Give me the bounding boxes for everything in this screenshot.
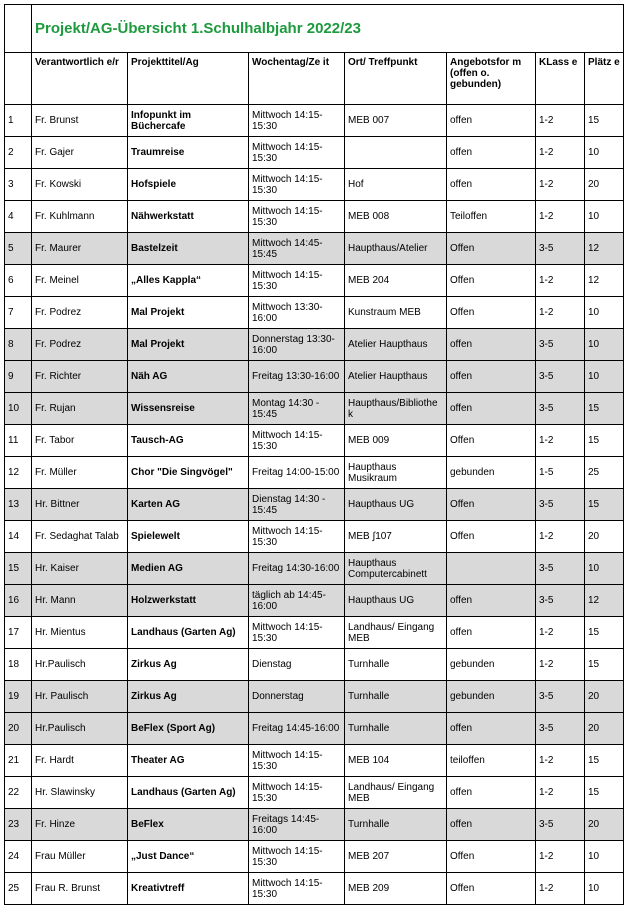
table-row — [5, 713, 624, 745]
day-cell: Mittwoch 14:15-15:30 — [249, 137, 345, 169]
table-row — [5, 297, 624, 329]
project-cell: Mal Projekt — [128, 297, 249, 329]
place-cell: Turnhalle — [345, 649, 447, 681]
header-seats: Plätz e — [585, 53, 624, 105]
header-teacher: Verantwortlich e/r — [32, 53, 128, 105]
seats-cell: 10 — [585, 841, 624, 873]
title-row — [5, 5, 624, 53]
table-row — [5, 681, 624, 713]
place-cell: Turnhalle — [345, 681, 447, 713]
day-cell: Donnerstag — [249, 681, 345, 713]
grade-cell: 1-2 — [536, 873, 585, 905]
seats-cell: 15 — [585, 745, 624, 777]
teacher-cell: Fr. Richter — [32, 361, 128, 393]
grade-cell: 1-2 — [536, 617, 585, 649]
row-number: 11 — [5, 425, 32, 457]
table-row — [5, 841, 624, 873]
row-number: 17 — [5, 617, 32, 649]
project-cell: Tausch-AG — [128, 425, 249, 457]
type-cell: offen — [447, 393, 536, 425]
header-project: Projekttitel/Ag — [128, 53, 249, 105]
grade-cell: 1-2 — [536, 137, 585, 169]
teacher-cell: Hr. Slawinsky — [32, 777, 128, 809]
type-cell: Offen — [447, 233, 536, 265]
type-cell: Offen — [447, 425, 536, 457]
row-number: 19 — [5, 681, 32, 713]
table-row — [5, 361, 624, 393]
grade-cell: 1-2 — [536, 841, 585, 873]
seats-cell: 12 — [585, 265, 624, 297]
seats-cell: 12 — [585, 585, 624, 617]
day-cell: Mittwoch 14:15-15:30 — [249, 617, 345, 649]
row-number: 23 — [5, 809, 32, 841]
grade-cell: 1-2 — [536, 649, 585, 681]
teacher-cell: Fr. Kowski — [32, 169, 128, 201]
place-cell: Atelier Haupthaus — [345, 329, 447, 361]
day-cell: Freitag 14:00-15:00 — [249, 457, 345, 489]
table-row — [5, 553, 624, 585]
row-number: 14 — [5, 521, 32, 553]
teacher-cell: Fr. Maurer — [32, 233, 128, 265]
teacher-cell: Fr. Müller — [32, 457, 128, 489]
seats-cell: 15 — [585, 105, 624, 137]
seats-cell: 10 — [585, 361, 624, 393]
type-cell: offen — [447, 809, 536, 841]
table-row — [5, 777, 624, 809]
grade-cell: 1-2 — [536, 169, 585, 201]
project-cell: Medien AG — [128, 553, 249, 585]
type-cell: offen — [447, 617, 536, 649]
project-cell: „Alles Kappla“ — [128, 265, 249, 297]
place-cell: MEB 204 — [345, 265, 447, 297]
table-row — [5, 809, 624, 841]
teacher-cell: Fr. Hardt — [32, 745, 128, 777]
row-number: 2 — [5, 137, 32, 169]
seats-cell: 10 — [585, 329, 624, 361]
row-number: 25 — [5, 873, 32, 905]
project-cell: Spielewelt — [128, 521, 249, 553]
row-number: 4 — [5, 201, 32, 233]
seats-cell: 20 — [585, 681, 624, 713]
place-cell: MEB 009 — [345, 425, 447, 457]
project-cell: Nähwerkstatt — [128, 201, 249, 233]
project-cell: Zirkus Ag — [128, 649, 249, 681]
grade-cell: 3-5 — [536, 713, 585, 745]
grade-cell: 3-5 — [536, 233, 585, 265]
project-cell: Landhaus (Garten Ag) — [128, 617, 249, 649]
project-cell: Theater AG — [128, 745, 249, 777]
teacher-cell: Fr. Kuhlmann — [32, 201, 128, 233]
type-cell: offen — [447, 137, 536, 169]
place-cell: Turnhalle — [345, 713, 447, 745]
teacher-cell: Hr. Paulisch — [32, 681, 128, 713]
place-cell — [345, 137, 447, 169]
table-row — [5, 617, 624, 649]
day-cell: Dienstag — [249, 649, 345, 681]
teacher-cell: Hr.Paulisch — [32, 649, 128, 681]
type-cell: offen — [447, 105, 536, 137]
project-cell: Hofspiele — [128, 169, 249, 201]
type-cell: offen — [447, 777, 536, 809]
day-cell: Mittwoch 14:15-15:30 — [249, 777, 345, 809]
project-cell: Chor "Die Singvögel" — [128, 457, 249, 489]
teacher-cell: Fr. Podrez — [32, 297, 128, 329]
seats-cell: 15 — [585, 393, 624, 425]
grade-cell: 1-2 — [536, 745, 585, 777]
project-cell: Kreativtreff — [128, 873, 249, 905]
teacher-cell: Hr. Mann — [32, 585, 128, 617]
seats-cell: 20 — [585, 809, 624, 841]
seats-cell: 10 — [585, 137, 624, 169]
day-cell: Mittwoch 14:15-15:30 — [249, 873, 345, 905]
corner-cell — [5, 5, 32, 53]
grade-cell: 1-2 — [536, 297, 585, 329]
place-cell: Landhaus/ Eingang MEB — [345, 617, 447, 649]
overview-table — [4, 4, 624, 905]
grade-cell: 3-5 — [536, 329, 585, 361]
project-cell: Holzwerkstatt — [128, 585, 249, 617]
place-cell: MEB 104 — [345, 745, 447, 777]
header-place: Ort/ Treffpunkt — [345, 53, 447, 105]
type-cell: offen — [447, 169, 536, 201]
place-cell: Atelier Haupthaus — [345, 361, 447, 393]
project-cell: Wissensreise — [128, 393, 249, 425]
row-number: 21 — [5, 745, 32, 777]
grade-cell: 3-5 — [536, 361, 585, 393]
seats-cell: 20 — [585, 713, 624, 745]
teacher-cell: Fr. Brunst — [32, 105, 128, 137]
table-row — [5, 425, 624, 457]
place-cell: MEB 008 — [345, 201, 447, 233]
place-cell: Hof — [345, 169, 447, 201]
row-number: 10 — [5, 393, 32, 425]
row-number: 24 — [5, 841, 32, 873]
teacher-cell: Fr. Podrez — [32, 329, 128, 361]
day-cell: Freitags 14:45-16:00 — [249, 809, 345, 841]
grade-cell: 3-5 — [536, 809, 585, 841]
teacher-cell: Fr. Rujan — [32, 393, 128, 425]
table-row — [5, 585, 624, 617]
teacher-cell: Frau Müller — [32, 841, 128, 873]
day-cell: Mittwoch 14:15-15:30 — [249, 841, 345, 873]
grade-cell: 1-2 — [536, 201, 585, 233]
type-cell: offen — [447, 361, 536, 393]
header-day: Wochentag/Ze it — [249, 53, 345, 105]
teacher-cell: Fr. Meinel — [32, 265, 128, 297]
day-cell: Mittwoch 14:15-15:30 — [249, 265, 345, 297]
type-cell: Offen — [447, 265, 536, 297]
row-number: 16 — [5, 585, 32, 617]
project-cell: Landhaus (Garten Ag) — [128, 777, 249, 809]
table-row — [5, 329, 624, 361]
day-cell: Freitag 14:45-16:00 — [249, 713, 345, 745]
day-cell: täglich ab 14:45-16:00 — [249, 585, 345, 617]
project-cell: Näh AG — [128, 361, 249, 393]
teacher-cell: Fr. Gajer — [32, 137, 128, 169]
day-cell: Mittwoch 14:15-15:30 — [249, 425, 345, 457]
table-row — [5, 521, 624, 553]
project-cell: Traumreise — [128, 137, 249, 169]
place-cell: MEB 209 — [345, 873, 447, 905]
table-row — [5, 457, 624, 489]
page-title: Projekt/AG-Übersicht 1.Schulhalbjahr 2022/23 — [35, 20, 361, 37]
type-cell: Offen — [447, 521, 536, 553]
type-cell: Offen — [447, 297, 536, 329]
day-cell: Dienstag 14:30 - 15:45 — [249, 489, 345, 521]
place-cell: MEB 207 — [345, 841, 447, 873]
table-row — [5, 649, 624, 681]
project-cell: Infopunkt im Büchercafe — [128, 105, 249, 137]
row-number: 3 — [5, 169, 32, 201]
place-cell: MEB ∫107 — [345, 521, 447, 553]
project-cell: BeFlex — [128, 809, 249, 841]
type-cell: gebunden — [447, 649, 536, 681]
teacher-cell: Frau R. Brunst — [32, 873, 128, 905]
teacher-cell: Fr. Hinze — [32, 809, 128, 841]
teacher-cell: Fr. Sedaghat Talab — [32, 521, 128, 553]
row-number: 1 — [5, 105, 32, 137]
seats-cell: 15 — [585, 425, 624, 457]
grade-cell: 3-5 — [536, 553, 585, 585]
type-cell: offen — [447, 585, 536, 617]
row-number: 15 — [5, 553, 32, 585]
table-row — [5, 105, 624, 137]
type-cell: Offen — [447, 873, 536, 905]
place-cell: Kunstraum MEB — [345, 297, 447, 329]
row-number: 6 — [5, 265, 32, 297]
grade-cell: 1-2 — [536, 265, 585, 297]
type-cell: Offen — [447, 841, 536, 873]
row-number: 22 — [5, 777, 32, 809]
project-cell: Mal Projekt — [128, 329, 249, 361]
type-cell: offen — [447, 329, 536, 361]
type-cell — [447, 553, 536, 585]
row-number: 20 — [5, 713, 32, 745]
place-cell: Haupthaus UG — [345, 489, 447, 521]
seats-cell: 15 — [585, 617, 624, 649]
seats-cell: 20 — [585, 169, 624, 201]
day-cell: Mittwoch 14:15-15:30 — [249, 201, 345, 233]
grade-cell: 1-2 — [536, 425, 585, 457]
day-cell: Donnerstag 13:30-16:00 — [249, 329, 345, 361]
project-cell: „Just Dance“ — [128, 841, 249, 873]
seats-cell: 12 — [585, 233, 624, 265]
teacher-cell: Hr. Kaiser — [32, 553, 128, 585]
header-type: Angebotsfor m (offen o. gebunden) — [447, 53, 536, 105]
teacher-cell: Hr. Bittner — [32, 489, 128, 521]
header-index-cell — [5, 53, 32, 105]
seats-cell: 10 — [585, 297, 624, 329]
place-cell: Haupthaus UG — [345, 585, 447, 617]
row-number: 8 — [5, 329, 32, 361]
grade-cell: 1-5 — [536, 457, 585, 489]
grade-cell: 1-2 — [536, 105, 585, 137]
place-cell: Landhaus/ Eingang MEB — [345, 777, 447, 809]
project-cell: Zirkus Ag — [128, 681, 249, 713]
grade-cell: 3-5 — [536, 393, 585, 425]
row-number: 12 — [5, 457, 32, 489]
grade-cell: 3-5 — [536, 681, 585, 713]
project-cell: BeFlex (Sport Ag) — [128, 713, 249, 745]
table-row — [5, 489, 624, 521]
row-number: 13 — [5, 489, 32, 521]
project-cell: Bastelzeit — [128, 233, 249, 265]
type-cell: gebunden — [447, 457, 536, 489]
type-cell: Teiloffen — [447, 201, 536, 233]
day-cell: Mittwoch 14:15-15:30 — [249, 745, 345, 777]
place-cell: Haupthaus/Bibliothe k — [345, 393, 447, 425]
type-cell: offen — [447, 713, 536, 745]
grade-cell: 1-2 — [536, 521, 585, 553]
teacher-cell: Fr. Tabor — [32, 425, 128, 457]
place-cell: MEB 007 — [345, 105, 447, 137]
day-cell: Mittwoch 14:15-15:30 — [249, 521, 345, 553]
type-cell: gebunden — [447, 681, 536, 713]
day-cell: Mittwoch 14:15-15:30 — [249, 169, 345, 201]
table-row — [5, 201, 624, 233]
seats-cell: 20 — [585, 521, 624, 553]
table-row — [5, 265, 624, 297]
seats-cell: 10 — [585, 201, 624, 233]
seats-cell: 15 — [585, 777, 624, 809]
place-cell: Turnhalle — [345, 809, 447, 841]
row-number: 18 — [5, 649, 32, 681]
place-cell: Haupthaus Computercabinett — [345, 553, 447, 585]
place-cell: Haupthaus Musikraum — [345, 457, 447, 489]
row-number: 7 — [5, 297, 32, 329]
teacher-cell: Hr. Mientus — [32, 617, 128, 649]
table-row — [5, 233, 624, 265]
row-number: 5 — [5, 233, 32, 265]
row-number: 9 — [5, 361, 32, 393]
seats-cell: 15 — [585, 649, 624, 681]
table-row — [5, 169, 624, 201]
grade-cell: 3-5 — [536, 585, 585, 617]
type-cell: teiloffen — [447, 745, 536, 777]
day-cell: Mittwoch 14:45-15:45 — [249, 233, 345, 265]
seats-cell: 25 — [585, 457, 624, 489]
day-cell: Freitag 13:30-16:00 — [249, 361, 345, 393]
header-row — [5, 53, 624, 105]
project-cell: Karten AG — [128, 489, 249, 521]
seats-cell: 15 — [585, 489, 624, 521]
grade-cell: 1-2 — [536, 777, 585, 809]
table-row — [5, 745, 624, 777]
seats-cell: 10 — [585, 873, 624, 905]
page-title-cell — [32, 5, 624, 53]
type-cell: Offen — [447, 489, 536, 521]
place-cell: Haupthaus/Atelier — [345, 233, 447, 265]
table-row — [5, 137, 624, 169]
day-cell: Freitag 14:30-16:00 — [249, 553, 345, 585]
teacher-cell: Hr.Paulisch — [32, 713, 128, 745]
table-row — [5, 873, 624, 905]
header-grade: KLass e — [536, 53, 585, 105]
grade-cell: 3-5 — [536, 489, 585, 521]
day-cell: Montag 14:30 - 15:45 — [249, 393, 345, 425]
table-row — [5, 393, 624, 425]
seats-cell: 10 — [585, 553, 624, 585]
day-cell: Mittwoch 13:30-16:00 — [249, 297, 345, 329]
day-cell: Mittwoch 14:15-15:30 — [249, 105, 345, 137]
